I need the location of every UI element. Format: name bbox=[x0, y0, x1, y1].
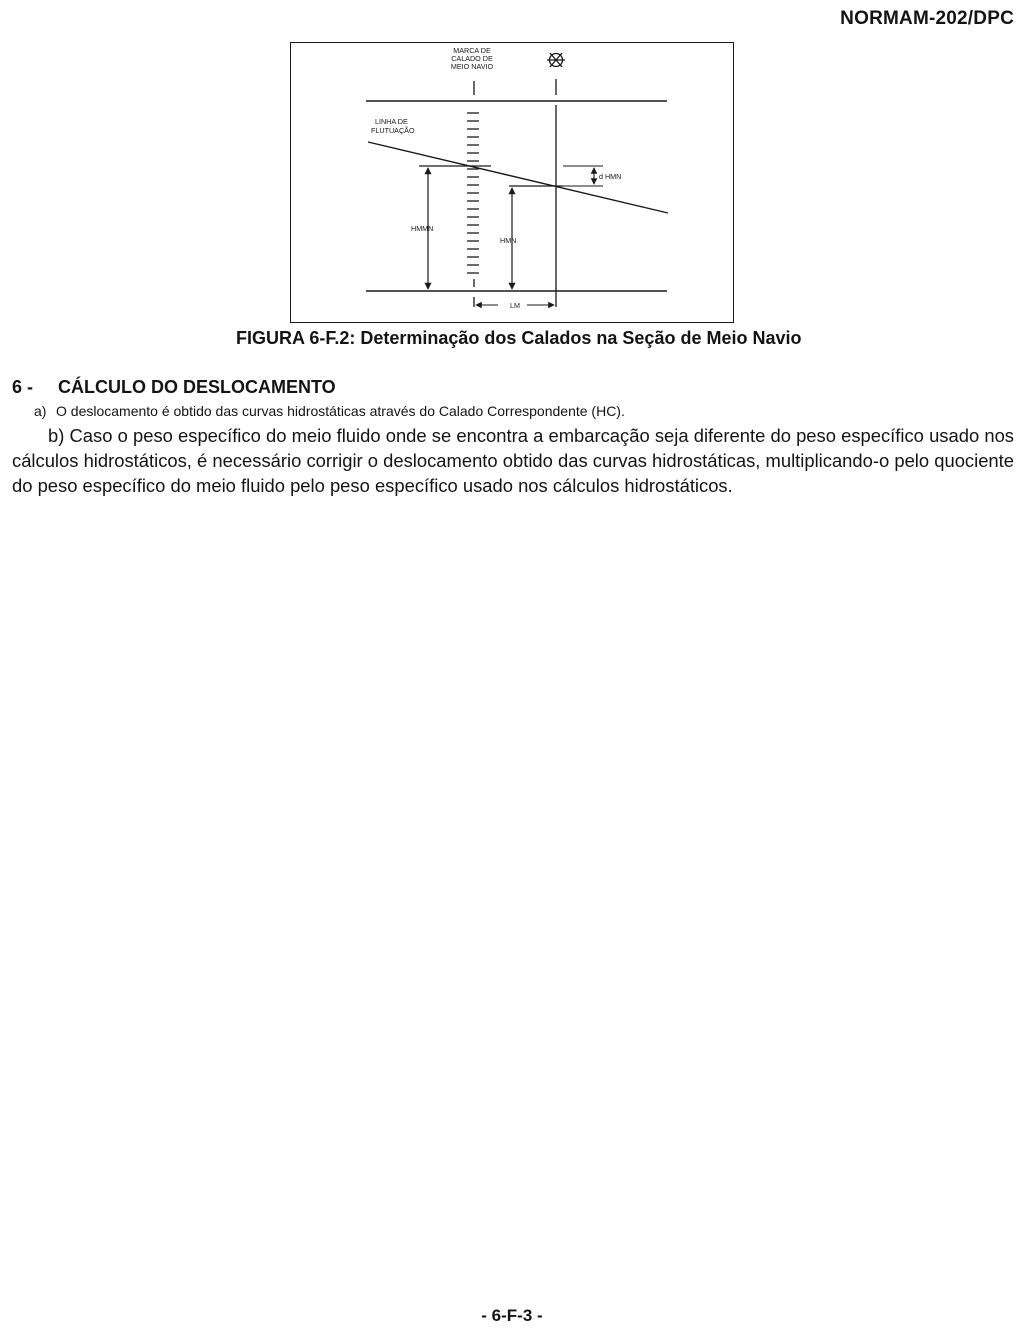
figure-midship-draft-diagram bbox=[290, 42, 734, 323]
label-d-hmn: d HMN bbox=[599, 172, 622, 181]
label-marca-line3: MEIO NAVIO bbox=[450, 62, 494, 71]
section-number: 6 - bbox=[12, 377, 34, 397]
label-linha-line2: FLUTUAÇÃO bbox=[371, 126, 415, 135]
paragraph-item-a bbox=[34, 403, 625, 419]
paragraph-item-b: b) Caso o peso específico do meio fluido onde se encontra a embarcação seja diferente do peso específico usado nos cálculos hidrostáticos, é necessário corrigir o deslocamento obtido das curvas hidrostáticas, multiplicando-o pelo quociente do peso específico do meio fluido pelo peso específico usado nos cálculos hidrostáticos. bbox=[12, 425, 1014, 496]
section-heading bbox=[12, 377, 336, 398]
draft-diagram-svg bbox=[291, 43, 735, 324]
item-a-marker: a) bbox=[34, 403, 47, 419]
label-linha-line1: LINHA DE bbox=[375, 117, 408, 126]
label-hmmn: HMMN bbox=[411, 224, 434, 233]
label-marca-line2: CALADO DE bbox=[451, 54, 493, 63]
label-lm: LM bbox=[510, 301, 520, 310]
figure-caption: FIGURA 6-F.2: Determinação dos Calados na Seção de Meio Navio bbox=[236, 328, 802, 348]
document-code-header: NORMAM-202/DPC bbox=[840, 8, 1014, 29]
item-a-text: O deslocamento é obtido das curvas hidrostáticas através do Calado Correspondente (HC). bbox=[56, 403, 625, 419]
page-number-footer: - 6-F-3 - bbox=[481, 1306, 543, 1325]
label-marca-line1: MARCA DE bbox=[453, 46, 491, 55]
draft-mark-scale bbox=[467, 81, 479, 307]
midship-symbol-icon bbox=[547, 53, 565, 67]
section-title: CÁLCULO DO DESLOCAMENTO bbox=[58, 377, 336, 397]
label-hmn: HMN bbox=[500, 236, 517, 245]
waterline bbox=[368, 142, 668, 213]
